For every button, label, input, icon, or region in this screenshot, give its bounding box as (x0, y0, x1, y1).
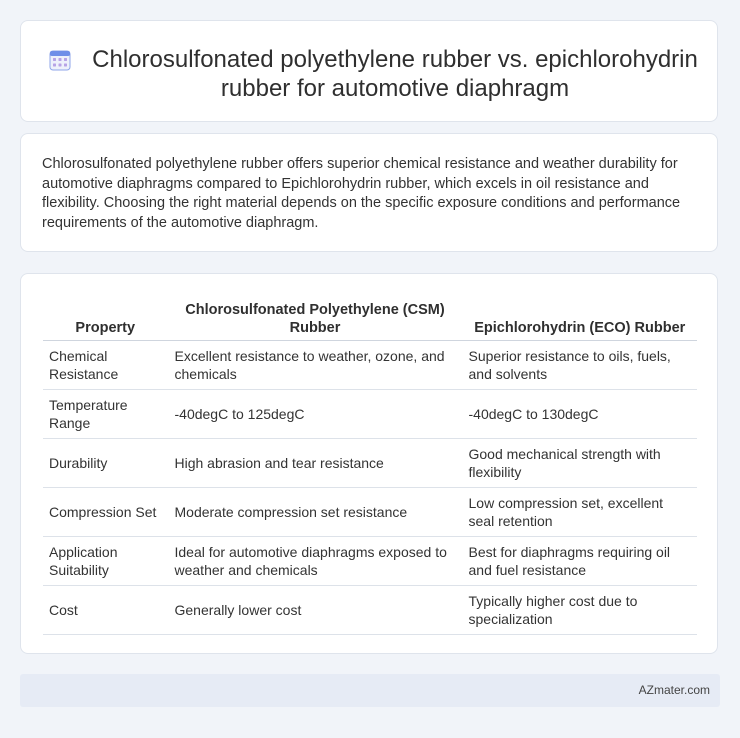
csm-cell: -40degC to 125degC (168, 390, 462, 439)
title-card (20, 20, 718, 122)
header-eco: Epichlorohydrin (ECO) Rubber (462, 297, 697, 341)
eco-cell: Good mechanical strength with flexibility (462, 439, 697, 488)
eco-cell: Superior resistance to oils, fuels, and solvents (462, 341, 697, 390)
table-row (43, 537, 697, 586)
csm-cell: Ideal for automotive diaphragms exposed to weather and chemicals (168, 537, 462, 586)
csm-cell: Moderate compression set resistance (168, 488, 462, 537)
eco-cell: -40degC to 130degC (462, 390, 697, 439)
calendar-grid-icon (48, 48, 72, 72)
property-cell: Temperature Range (43, 390, 168, 439)
table-row (43, 439, 697, 488)
property-cell: Compression Set (43, 488, 168, 537)
table-row (43, 488, 697, 537)
csm-cell: Generally lower cost (168, 586, 462, 635)
page-title: Chlorosulfonated polyethylene rubber vs. epichlorohydrin rubber for automotive diaphragm (92, 46, 698, 102)
eco-cell: Typically higher cost due to specialization (462, 586, 697, 635)
intro-card (20, 133, 718, 252)
csm-cell: High abrasion and tear resistance (168, 439, 462, 488)
comparison-card (20, 273, 718, 654)
header-csm: Chlorosulfonated Polyethylene (CSM) Rubber (168, 297, 462, 341)
table-row (43, 586, 697, 635)
property-cell: Durability (43, 439, 168, 488)
eco-cell: Best for diaphragms requiring oil and fuel resistance (462, 537, 697, 586)
intro-paragraph: Chlorosulfonated polyethylene rubber offers superior chemical resistance and weather durability for automotive diaphragms compared to Epichlorohydrin rubber, which excels in oil resistance and flexibility. Choosing the right material depends on the specific exposure conditions and performance requirements of the automotive diaphragm. (42, 156, 681, 231)
footer-site-link[interactable]: AZmater.com (638, 683, 710, 697)
table-row (43, 341, 697, 390)
comparison-table (43, 297, 697, 635)
header-property: Property (43, 297, 168, 341)
property-cell: Chemical Resistance (43, 341, 168, 390)
table-row (43, 390, 697, 439)
property-cell: Application Suitability (43, 537, 168, 586)
eco-cell: Low compression set, excellent seal retention (462, 488, 697, 537)
table-header-row (43, 297, 697, 341)
footer-bar (20, 674, 720, 707)
csm-cell: Excellent resistance to weather, ozone, and chemicals (168, 341, 462, 390)
property-cell: Cost (43, 586, 168, 635)
